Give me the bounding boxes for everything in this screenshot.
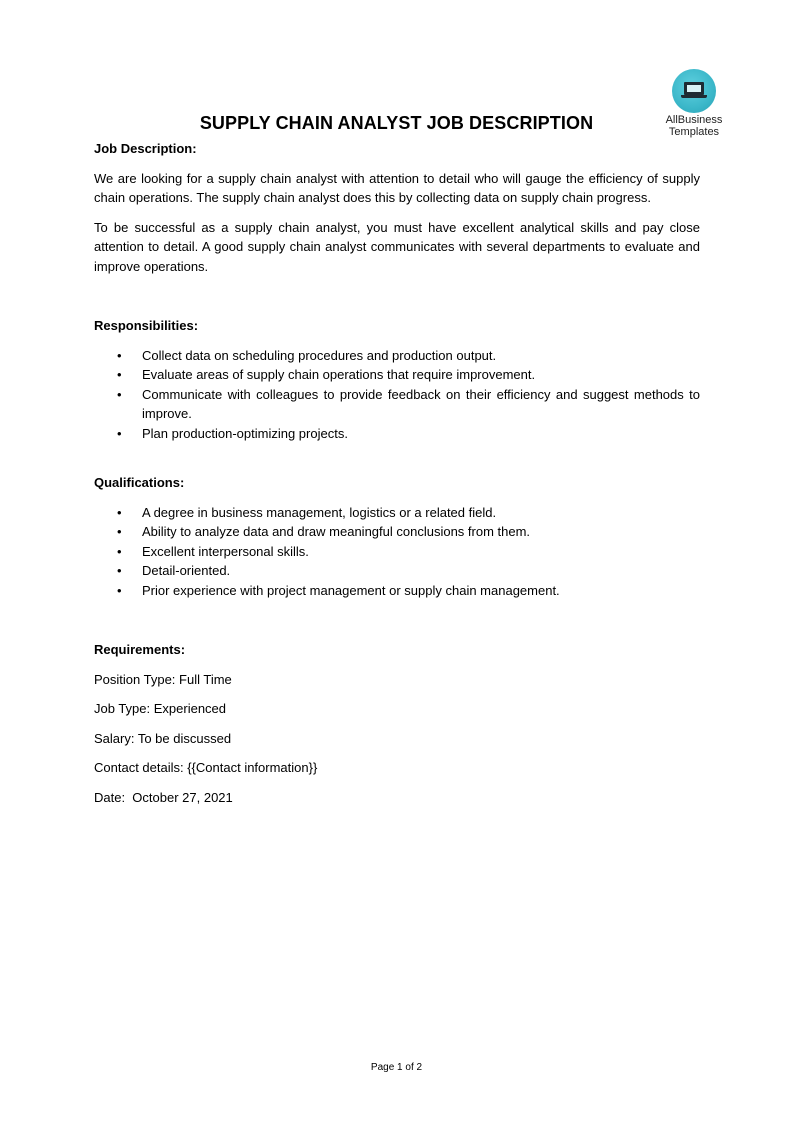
list-item bbox=[94, 385, 700, 424]
list-item bbox=[94, 365, 700, 385]
requirement-line: Position Type: Full Time bbox=[94, 671, 232, 687]
list-item-text: Plan production-optimizing projects. bbox=[142, 425, 348, 441]
document-body bbox=[94, 139, 700, 807]
list-item bbox=[94, 581, 700, 601]
bullet-icon: • bbox=[117, 563, 122, 578]
list-item bbox=[94, 522, 700, 542]
bullet-icon: • bbox=[117, 543, 122, 559]
document-title: SUPPLY CHAIN ANALYST JOB DESCRIPTION bbox=[199, 113, 594, 133]
bullet-icon: • bbox=[117, 386, 122, 402]
job-description-heading: Job Description: bbox=[94, 141, 197, 156]
list-item bbox=[94, 561, 700, 581]
bullet-icon: • bbox=[117, 425, 122, 441]
responsibilities-heading: Responsibilities: bbox=[94, 318, 199, 333]
bullet-icon: • bbox=[117, 582, 122, 598]
qualifications-list bbox=[94, 503, 700, 601]
list-item-text: Detail-oriented. bbox=[142, 563, 231, 578]
requirement-line: Contact details: {{Contact information}} bbox=[94, 760, 318, 775]
logo-line-2: Templates bbox=[668, 126, 720, 138]
bullet-icon: • bbox=[117, 367, 122, 382]
laptop-icon bbox=[672, 69, 716, 113]
logo-line-1: AllBusiness bbox=[665, 114, 723, 126]
list-item-text: A degree in business management, logistics or a related field. bbox=[142, 504, 497, 520]
list-item bbox=[94, 542, 700, 562]
job-description-paragraph: To be successful as a supply chain analyst, you must have excellent analytical skills and pay close attention to detail. A good supply chain analyst communicates with several departments to evaluate and improve operations. bbox=[94, 219, 700, 274]
bullet-icon: • bbox=[117, 524, 122, 539]
list-item-text: Excellent interpersonal skills. bbox=[142, 543, 309, 559]
bullet-icon: • bbox=[117, 347, 122, 363]
list-item bbox=[94, 424, 700, 444]
list-item-text: Communicate with colleagues to provide feedback on their efficiency and suggest methods to improve. bbox=[142, 386, 700, 421]
requirements-heading: Requirements: bbox=[94, 642, 186, 657]
list-item-text: Collect data on scheduling procedures and production output. bbox=[142, 347, 497, 363]
bullet-icon: • bbox=[117, 504, 122, 520]
page-number: Page 1 of 2 bbox=[370, 1062, 423, 1073]
list-item bbox=[94, 346, 700, 366]
list-item-text: Ability to analyze data and draw meaningful conclusions from them. bbox=[142, 524, 531, 539]
requirement-line: Job Type: Experienced bbox=[94, 701, 227, 716]
job-description-paragraph: We are looking for a supply chain analyst with attention to detail who will gauge the efficiency of supply chain operations. The supply chain analyst does this by collecting data on supply chain progress. bbox=[94, 170, 700, 205]
requirement-line: Date: October 27, 2021 bbox=[94, 789, 233, 805]
requirement-line: Salary: To be discussed bbox=[94, 730, 232, 746]
list-item-text: Evaluate areas of supply chain operations that require improvement. bbox=[142, 367, 536, 382]
list-item-text: Prior experience with project management or supply chain management. bbox=[142, 582, 560, 598]
qualifications-heading: Qualifications: bbox=[94, 475, 185, 490]
responsibilities-list bbox=[94, 346, 700, 444]
list-item bbox=[94, 503, 700, 523]
